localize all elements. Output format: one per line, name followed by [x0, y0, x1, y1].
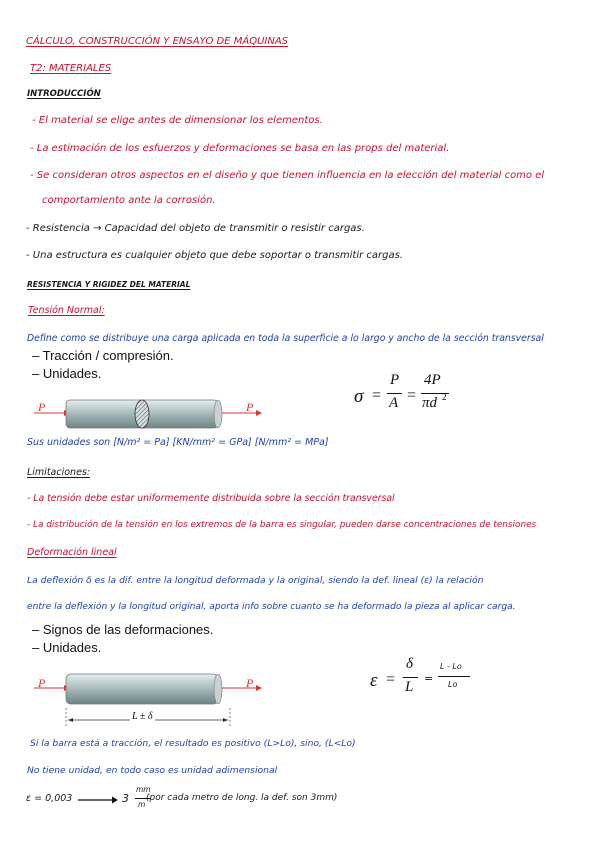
- force-label-right: P: [246, 676, 254, 690]
- slide-item: – Signos de las deformaciones.: [32, 622, 214, 637]
- intro-bullet: - Una estructura es cualquier objeto que debe soportar o transmitir cargas.: [26, 250, 404, 261]
- intro-bullet: - El material se elige antes de dimensionar los elementos.: [32, 115, 323, 126]
- deformacion-text: La deflexión δ es la dif. entre la longitud deformada y la original, siendo la def. lineal (ε) la relación: [27, 575, 484, 586]
- length-label: L ± δ: [132, 711, 153, 722]
- slide-item: – Unidades.: [32, 640, 102, 655]
- cross-section: [135, 400, 149, 428]
- limitacion-item: - La distribución de la tensión en los extremos de la barra es singular, pueden darse concentraciones de tensiones: [27, 520, 537, 530]
- deformacion-note: Si la barra está a tracción, el resultado es positivo (L>Lo), sino, (L<Lo): [30, 738, 356, 749]
- intro-bullet: - Resistencia → Capacidad del objeto de transmitir o resistir cargas.: [26, 223, 365, 234]
- limitacion-item: - La tensión debe estar uniformemente distribuida sobre la sección transversal: [27, 493, 395, 504]
- resistencia-heading: RESISTENCIA Y RIGIDEZ DEL MATERIAL: [27, 280, 191, 289]
- strain-formula: ε = δ L = L - Lo Lo: [368, 654, 478, 704]
- force-label-left: P: [38, 676, 46, 690]
- topic-title: T2: MATERIALES: [30, 63, 112, 74]
- intro-bullet: - Se consideran otros aspectos en el diseño y que tienen influencia en la elección del material como el: [30, 170, 545, 181]
- document-title: CÁLCULO, CONSTRUCCIÓN Y ENSAYO DE MÁQUINAS: [26, 36, 289, 47]
- intro-bullet: - La estimación de los esfuerzos y deformaciones se basa en las props del material.: [30, 143, 450, 154]
- deformacion-note: No tiene unidad, en todo caso es unidad adimensional: [27, 765, 278, 776]
- strain-example: ε = 0,003 3 mm m (por cada metro de long. la def. son 3mm): [26, 785, 338, 809]
- force-label-left: P: [38, 400, 46, 414]
- units-line: Sus unidades son [N/m² = Pa] [KN/mm² = GPa] [N/mm² = MPa]: [27, 437, 329, 448]
- tension-bar-figure: [30, 392, 270, 436]
- tension-normal-definition: Define como se distribuye una carga aplicada en toda la superficie a lo largo y ancho de la sección transversal: [27, 333, 544, 344]
- force-label-right: P: [246, 400, 254, 414]
- deformacion-heading: Deformación lineal: [27, 547, 117, 558]
- intro-bullet-continuation: comportamiento ante la corrosión.: [42, 195, 216, 206]
- slide-item: – Unidades.: [32, 366, 102, 381]
- limitaciones-heading: Limitaciones:: [27, 467, 91, 478]
- deformacion-text: entre la deflexión y la longitud original, aporta info sobre cuanto se ha deformado la pieza al aplicar carga.: [27, 602, 516, 612]
- stress-formula: σ = P A = 4P πd 2: [350, 370, 452, 420]
- tension-normal-heading: Tensión Normal:: [28, 305, 105, 316]
- intro-heading: INTRODUCCIÓN: [27, 89, 101, 99]
- bar-body: [66, 674, 218, 704]
- slide-item: – Tracción / compresión.: [32, 348, 174, 363]
- deformation-bar-figure: [30, 664, 270, 734]
